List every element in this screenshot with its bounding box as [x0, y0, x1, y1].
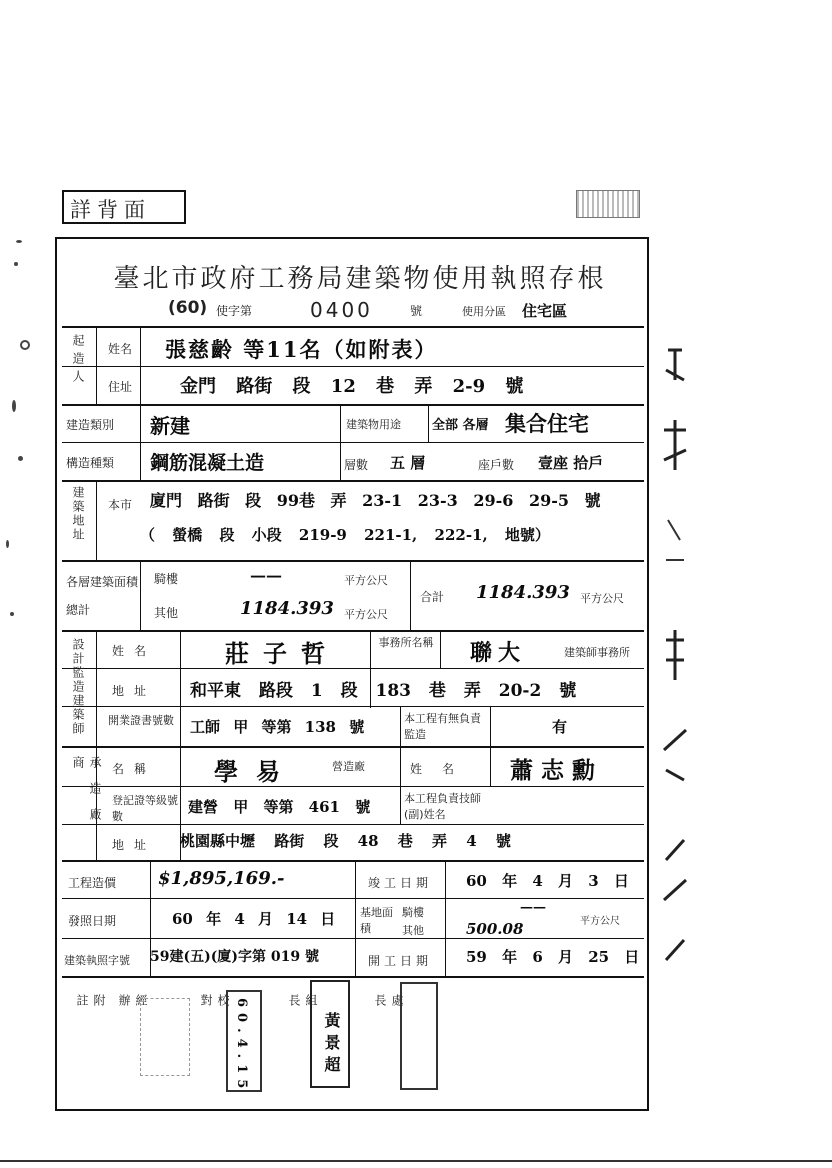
proofread-date: 60.4.15 — [234, 998, 249, 1095]
contractor-address-value: 桃園縣中壢 路街 段 48 巷 弄 4 號 — [180, 832, 511, 850]
margin-marks — [660, 340, 690, 980]
cost-value: $1,895,169.- — [158, 868, 285, 889]
basearea-label: 基地面積 — [360, 906, 393, 935]
site-section-label: 建築地址 — [71, 486, 85, 542]
construction-type-value: 新建 — [150, 414, 190, 438]
chief-seal — [310, 980, 350, 1088]
contractor-section-label: 承造廠商 — [71, 756, 102, 834]
corner-label: 詳背面 — [70, 198, 151, 222]
architect-license-value: 工師 甲 等第 138 號 — [190, 718, 365, 736]
architect-name-label: 姓名 — [112, 644, 157, 658]
corner-stamp — [576, 190, 640, 218]
architect-responsible-label: 本工程有無負責監造 — [404, 712, 481, 741]
structure-value: 鋼筋混凝土造 — [150, 452, 265, 474]
license-line — [160, 298, 640, 322]
area-row2-unit: 平方公尺 — [344, 608, 388, 621]
contractor-name-suffix: 營造廠 — [332, 760, 365, 773]
license-prefix: 使字第 — [216, 304, 253, 318]
contractor-reg-value: 建營 甲 等第 461 號 — [188, 798, 371, 816]
applicant-section-label: 起造人 — [71, 334, 85, 388]
construction-type-label: 建造類別 — [66, 418, 115, 432]
floors-value: 五 層 — [390, 454, 426, 472]
applicant-address-value: 金門 路街 段 12 巷 弄 2-9 號 — [180, 376, 524, 397]
area-total-value: 1184.393 — [476, 582, 570, 603]
contractor-owner-label: 姓名 — [410, 762, 475, 776]
architect-address-value: 和平東 路段 1 段 183 巷 弄 20-2 號 — [190, 681, 577, 701]
license-year: (60) — [168, 298, 208, 318]
architect-office-suffix: 建築師事務所 — [564, 646, 630, 659]
attach-label: 附註 — [75, 994, 106, 1076]
contractor-name-value: 學易 — [214, 757, 298, 786]
applicant-address-label: 住址 — [108, 380, 133, 394]
architect-section-label: 設計監造建築師 — [71, 638, 85, 736]
architect-office-label: 事務所名稱 — [378, 636, 434, 649]
area-row1-value: —— — [250, 566, 282, 585]
basearea-unit: 平方公尺 — [580, 916, 620, 927]
sign-clerk: 經辦 — [117, 994, 148, 1066]
structure-label: 構造種類 — [66, 456, 115, 470]
site-line2-value: （ 螢橋 段 小段 219-9 221-1, 222-1, 地號） — [140, 526, 550, 544]
start-label: 開工日期 — [368, 954, 433, 968]
sign-proofread: 校對 — [199, 994, 230, 1066]
cost-label: 工程造價 — [68, 876, 117, 890]
license-suffix: 號 — [410, 304, 423, 318]
corner-label-box — [62, 190, 186, 224]
applicant-name-value: 張慈齡 等11名（如附表） — [165, 337, 438, 362]
floors-label: 層數 — [344, 458, 369, 472]
proofread-seal — [226, 990, 262, 1095]
area-row1-unit: 平方公尺 — [344, 574, 388, 587]
contractor-tech-label: 本工程負責技師(副)姓名 — [404, 792, 481, 821]
households-label: 座戶數 — [478, 458, 515, 472]
architect-address-label: 地址 — [112, 684, 157, 698]
basearea-row2: 其他 — [402, 924, 424, 937]
zone-label: 使用分區 — [462, 305, 506, 318]
area-row1-label: 騎樓 — [154, 572, 179, 586]
complete-label: 竣工日期 — [368, 876, 433, 890]
site-line1-prefix: 本市 — [108, 498, 133, 512]
complete-value: 60 年 4 月 3 日 — [466, 872, 629, 890]
area-total-unit: 平方公尺 — [580, 592, 624, 605]
area-total-label: 合計 — [420, 590, 445, 604]
basearea-row1: 騎樓 — [402, 906, 424, 919]
area-section-label: 各層建築面積總計 — [66, 575, 139, 617]
construction-use-label: 建築物用途 — [346, 418, 401, 431]
construction-use-floor: 全部 各層 — [432, 418, 489, 433]
basearea-value1: —— — [520, 900, 546, 915]
permit-label: 建築執照字號 — [64, 954, 130, 967]
architect-office-value: 聯大 — [470, 640, 527, 666]
architect-name-value: 莊子哲 — [225, 639, 339, 668]
area-row2-value: 1184.393 — [240, 598, 334, 619]
sign-director: 處長 — [373, 994, 404, 1066]
clerk-seal — [140, 998, 190, 1076]
director-seal — [400, 982, 438, 1090]
area-row2-label: 其他 — [154, 606, 179, 620]
site-line1-value: 廈門 路街 段 99巷 弄 23-1 23-3 29-6 29-5 號 — [150, 491, 601, 510]
contractor-reg-label: 登記證等級號數 — [112, 794, 178, 823]
license-number: 0400 — [310, 298, 373, 322]
zone-value: 住宅區 — [522, 302, 568, 320]
construction-use-value: 集合住宅 — [505, 411, 589, 436]
permit-value: 59建(五)(廈)字第 019 號 — [150, 949, 319, 965]
contractor-address-label: 地址 — [112, 838, 157, 852]
form-frame — [55, 237, 649, 1111]
households-value: 壹座 拾戶 — [538, 454, 604, 472]
architect-license-label: 開業證書號數 — [108, 714, 174, 727]
margin-marks-svg — [660, 340, 690, 980]
architect-responsible-value: 有 — [552, 718, 568, 736]
chief-seal-name: 黃景超 — [322, 1012, 341, 1078]
sign-chief: 組長 — [287, 994, 318, 1066]
page-title: 臺北市政府工務局建築物使用執照存根 — [113, 264, 607, 294]
issue-value: 60 年 4 月 14 日 — [172, 910, 336, 928]
basearea-value2: 500.08 — [466, 920, 524, 938]
start-value: 59 年 6 月 25 日 — [466, 948, 640, 966]
applicant-name-label: 姓名 — [108, 342, 133, 356]
contractor-owner-value: 蕭志勳 — [510, 757, 603, 784]
contractor-name-label: 名稱 — [112, 762, 157, 776]
issue-label: 發照日期 — [68, 914, 117, 928]
